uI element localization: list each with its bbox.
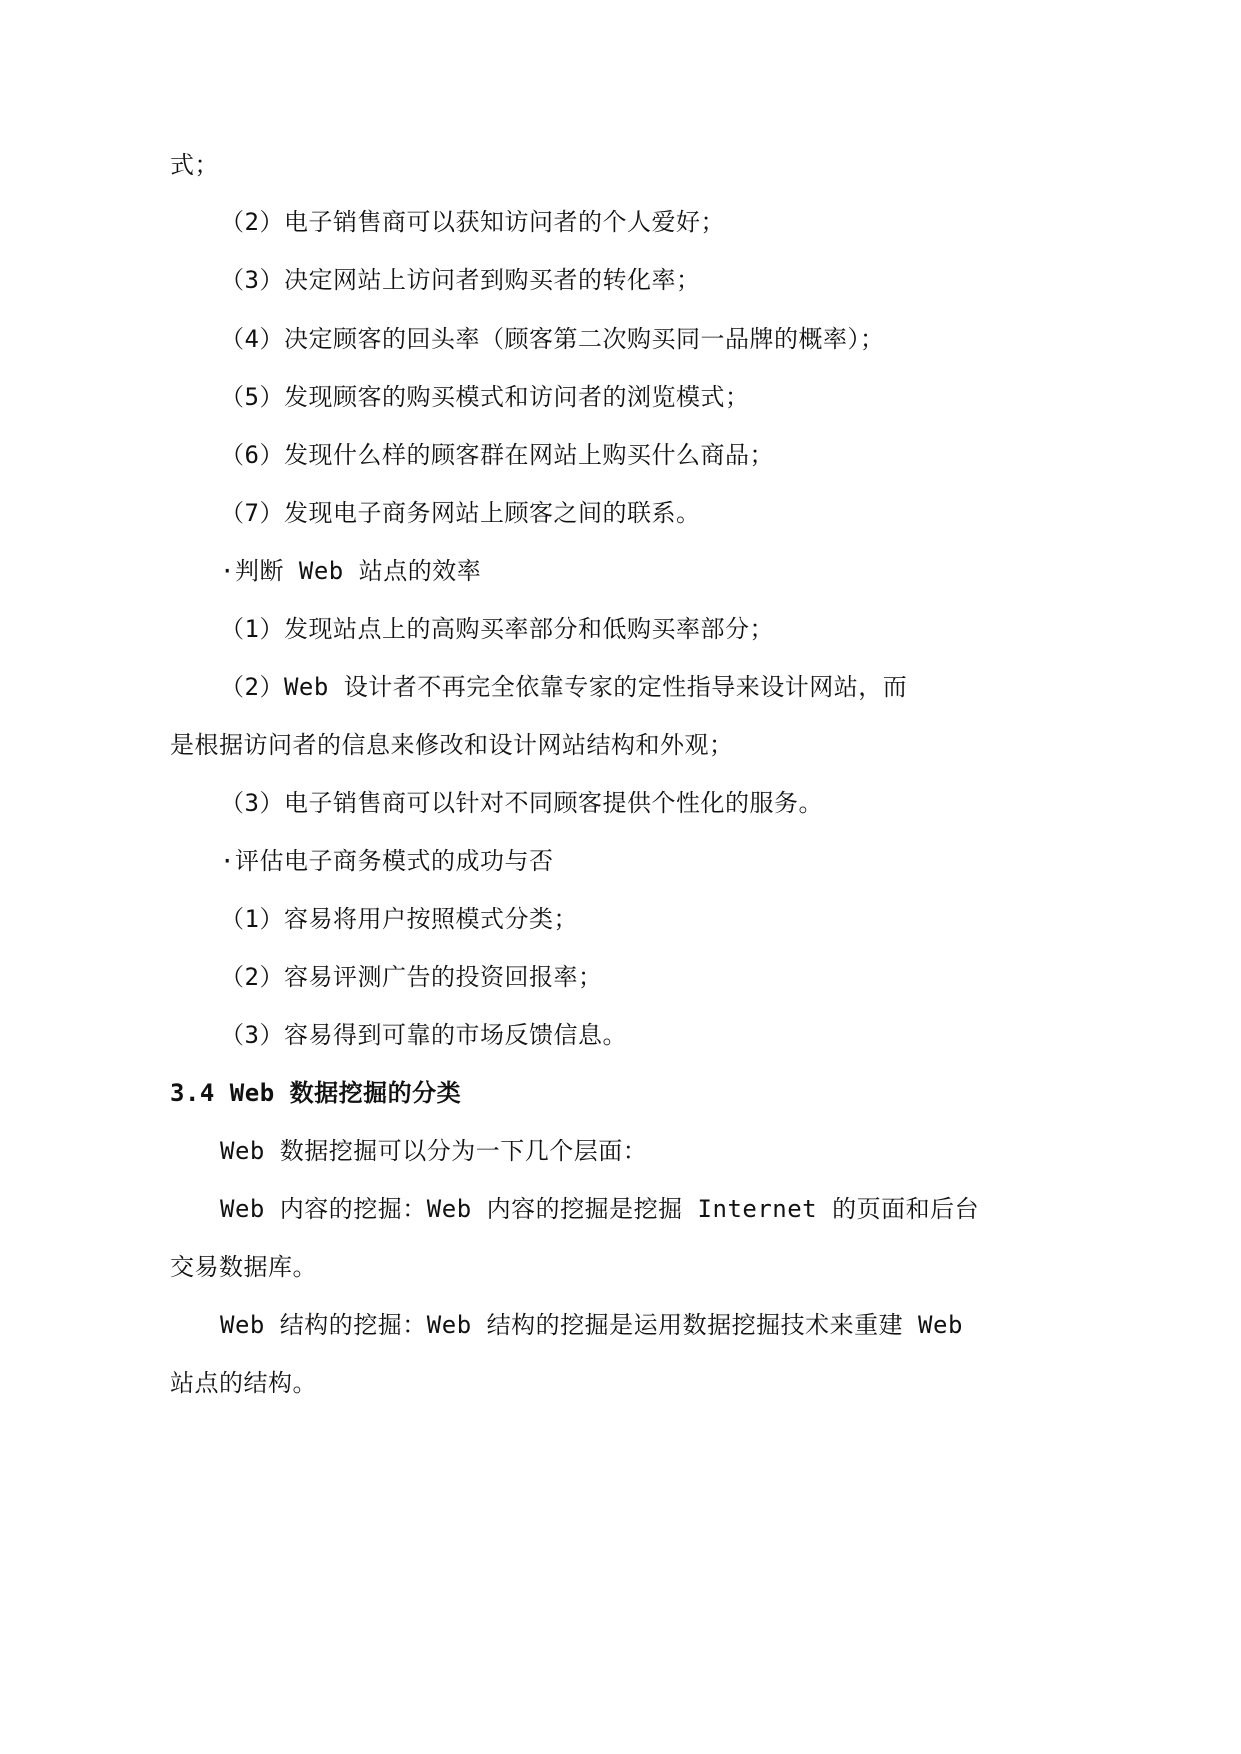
- text-line: （7）发现电子商务网站上顾客之间的联系。: [220, 499, 701, 527]
- section-heading: 3.4 Web 数据挖掘的分类: [170, 1079, 462, 1107]
- text-line: （1）发现站点上的高购买率部分和低购买率部分；: [220, 615, 774, 643]
- text-line: Web 数据挖掘可以分为一下几个层面：: [220, 1137, 648, 1165]
- text-line: （5）发现顾客的购买模式和访问者的浏览模式；: [220, 383, 750, 411]
- text-line: 式；: [170, 151, 219, 179]
- text-line: （2）Web 设计者不再完全依靠专家的定性指导来设计网站，而: [220, 673, 908, 701]
- text-line: （3）容易得到可靠的市场反馈信息。: [220, 1021, 627, 1049]
- bullet-heading: ·判断 Web 站点的效率: [220, 557, 482, 585]
- text-line: 是根据访问者的信息来修改和设计网站结构和外观；: [170, 731, 734, 759]
- text-line: 站点的结构。: [170, 1369, 317, 1397]
- text-line: Web 内容的挖掘：Web 内容的挖掘是挖掘 Internet 的页面和后台: [220, 1195, 980, 1223]
- text-line: （2）容易评测广告的投资回报率；: [220, 963, 603, 991]
- text-line: Web 结构的挖掘：Web 结构的挖掘是运用数据挖掘技术来重建 Web: [220, 1311, 963, 1339]
- bullet-heading: ·评估电子商务模式的成功与否: [220, 847, 554, 875]
- text-line: （2）电子销售商可以获知访问者的个人爱好；: [220, 208, 725, 236]
- text-line: （3）决定网站上访问者到购买者的转化率；: [220, 266, 701, 294]
- text-line: （3）电子销售商可以针对不同顾客提供个性化的服务。: [220, 789, 823, 817]
- text-line: 交易数据库。: [170, 1253, 317, 1281]
- text-line: （4）决定顾客的回头率（顾客第二次购买同一品牌的概率）；: [220, 325, 885, 353]
- text-line: （6）发现什么样的顾客群在网站上购买什么商品；: [220, 441, 774, 469]
- text-line: （1）容易将用户按照模式分类；: [220, 905, 578, 933]
